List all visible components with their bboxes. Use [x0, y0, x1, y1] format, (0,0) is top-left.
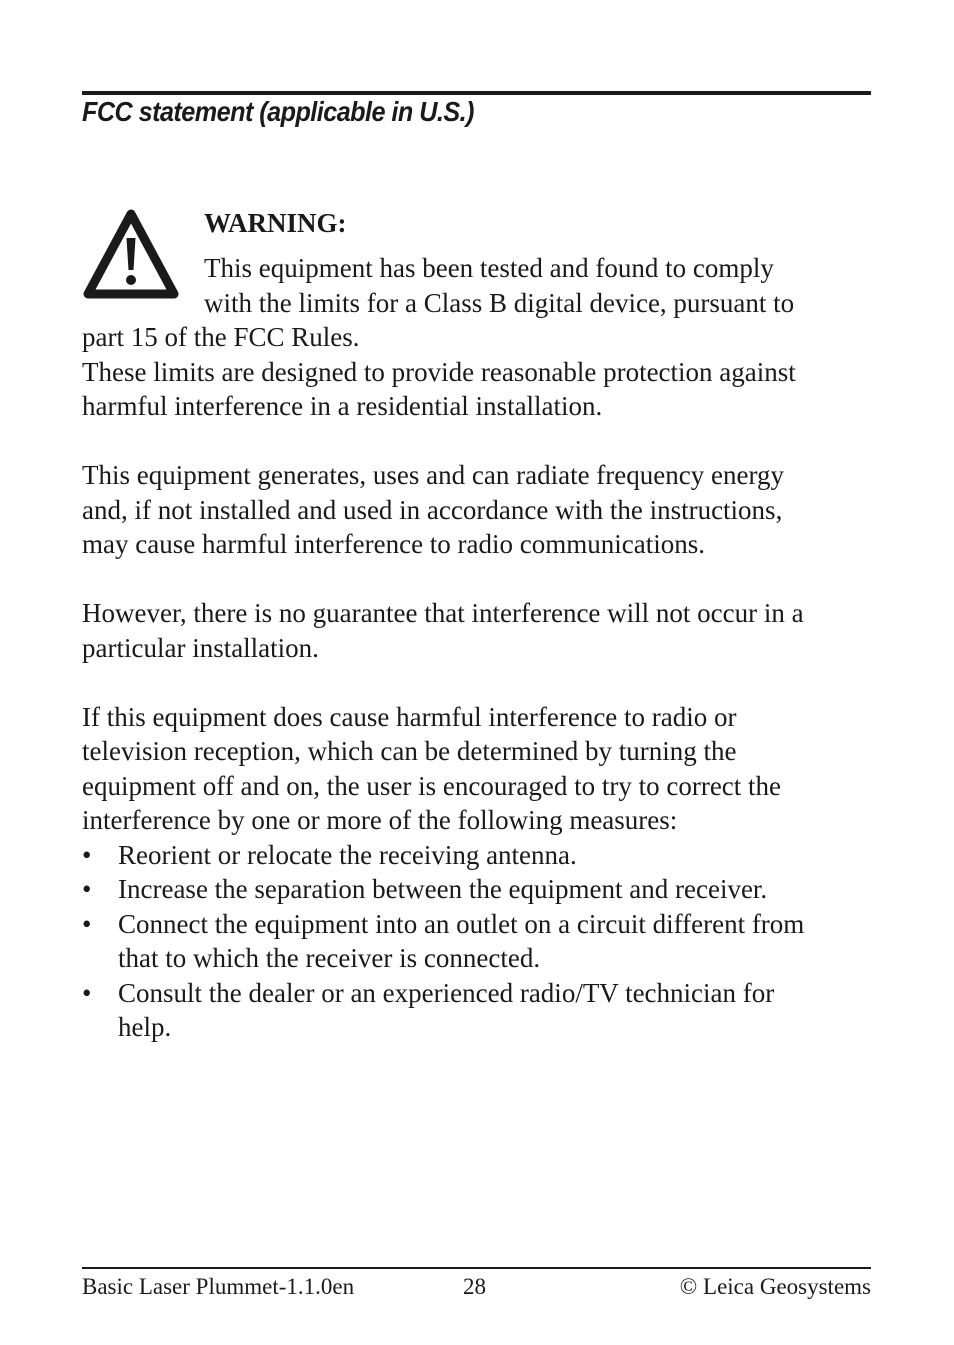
paragraph-line: particular installation.: [82, 632, 319, 663]
list-item: [82, 976, 871, 1045]
warning-text-line: harmful interference in a residential installation.: [82, 391, 603, 421]
bullet-icon: •: [82, 908, 92, 939]
bullet-icon: •: [82, 977, 92, 1008]
footer-document-title: Basic Laser Plummet-1.1.0en: [82, 1274, 355, 1299]
page-title: FCC statement (applicable in U.S.): [82, 96, 474, 127]
warning-text-line: This equipment has been tested and found to comply: [204, 253, 774, 283]
list-item-line: that to which the receiver is connected.: [118, 943, 541, 973]
list-item-line: Connect the equipment into an outlet on a circuit different from: [118, 908, 805, 939]
paragraph-line: If this equipment does cause harmful interference to radio or: [82, 701, 737, 732]
list-item-line: Consult the dealer or an experienced radio/TV technician for: [118, 977, 775, 1008]
warning-text-line: These limits are designed to provide reasonable protection against: [82, 356, 796, 387]
paragraph-line: and, if not installed and used in accordance with the instructions,: [82, 494, 783, 525]
paragraph-gap: [82, 562, 871, 597]
warning-label: WARNING:: [204, 208, 347, 238]
list-item-line: Reorient or relocate the receiving antenna.: [118, 839, 577, 870]
paragraph-line: However, there is no guarantee that interference will not occur in a: [82, 598, 804, 628]
bullet-icon: •: [82, 839, 92, 870]
warning-text-line: part 15 of the FCC Rules.: [82, 322, 360, 352]
paragraph-gap: [82, 665, 871, 700]
header-rule: [82, 91, 871, 95]
list-item: [82, 838, 871, 873]
warning-text-line: with the limits for a Class B digital device, pursuant to: [204, 287, 795, 318]
paragraph-gap: [82, 424, 871, 459]
paragraph-line: may cause harmful interference to radio communications.: [82, 529, 706, 559]
footer-page-number: 28: [463, 1274, 486, 1299]
footer-rule: [82, 1267, 871, 1269]
list-item: [82, 907, 871, 976]
footer-copyright: © Leica Geosystems: [679, 1274, 871, 1299]
bullet-icon: •: [82, 874, 92, 904]
list-item-line: Increase the separation between the equipment and receiver.: [118, 874, 768, 904]
paragraph-line: equipment off and on, the user is encouraged to try to correct the: [82, 770, 782, 801]
paragraph-line: This equipment generates, uses and can radiate frequency energy: [82, 460, 784, 490]
paragraph-line: interference by one or more of the following measures:: [82, 805, 678, 835]
list-item-line: help.: [118, 1012, 172, 1042]
fcc-statement-body: [82, 251, 871, 1045]
list-item: [82, 872, 871, 907]
paragraph-line: television reception, which can be determined by turning the: [82, 736, 737, 766]
